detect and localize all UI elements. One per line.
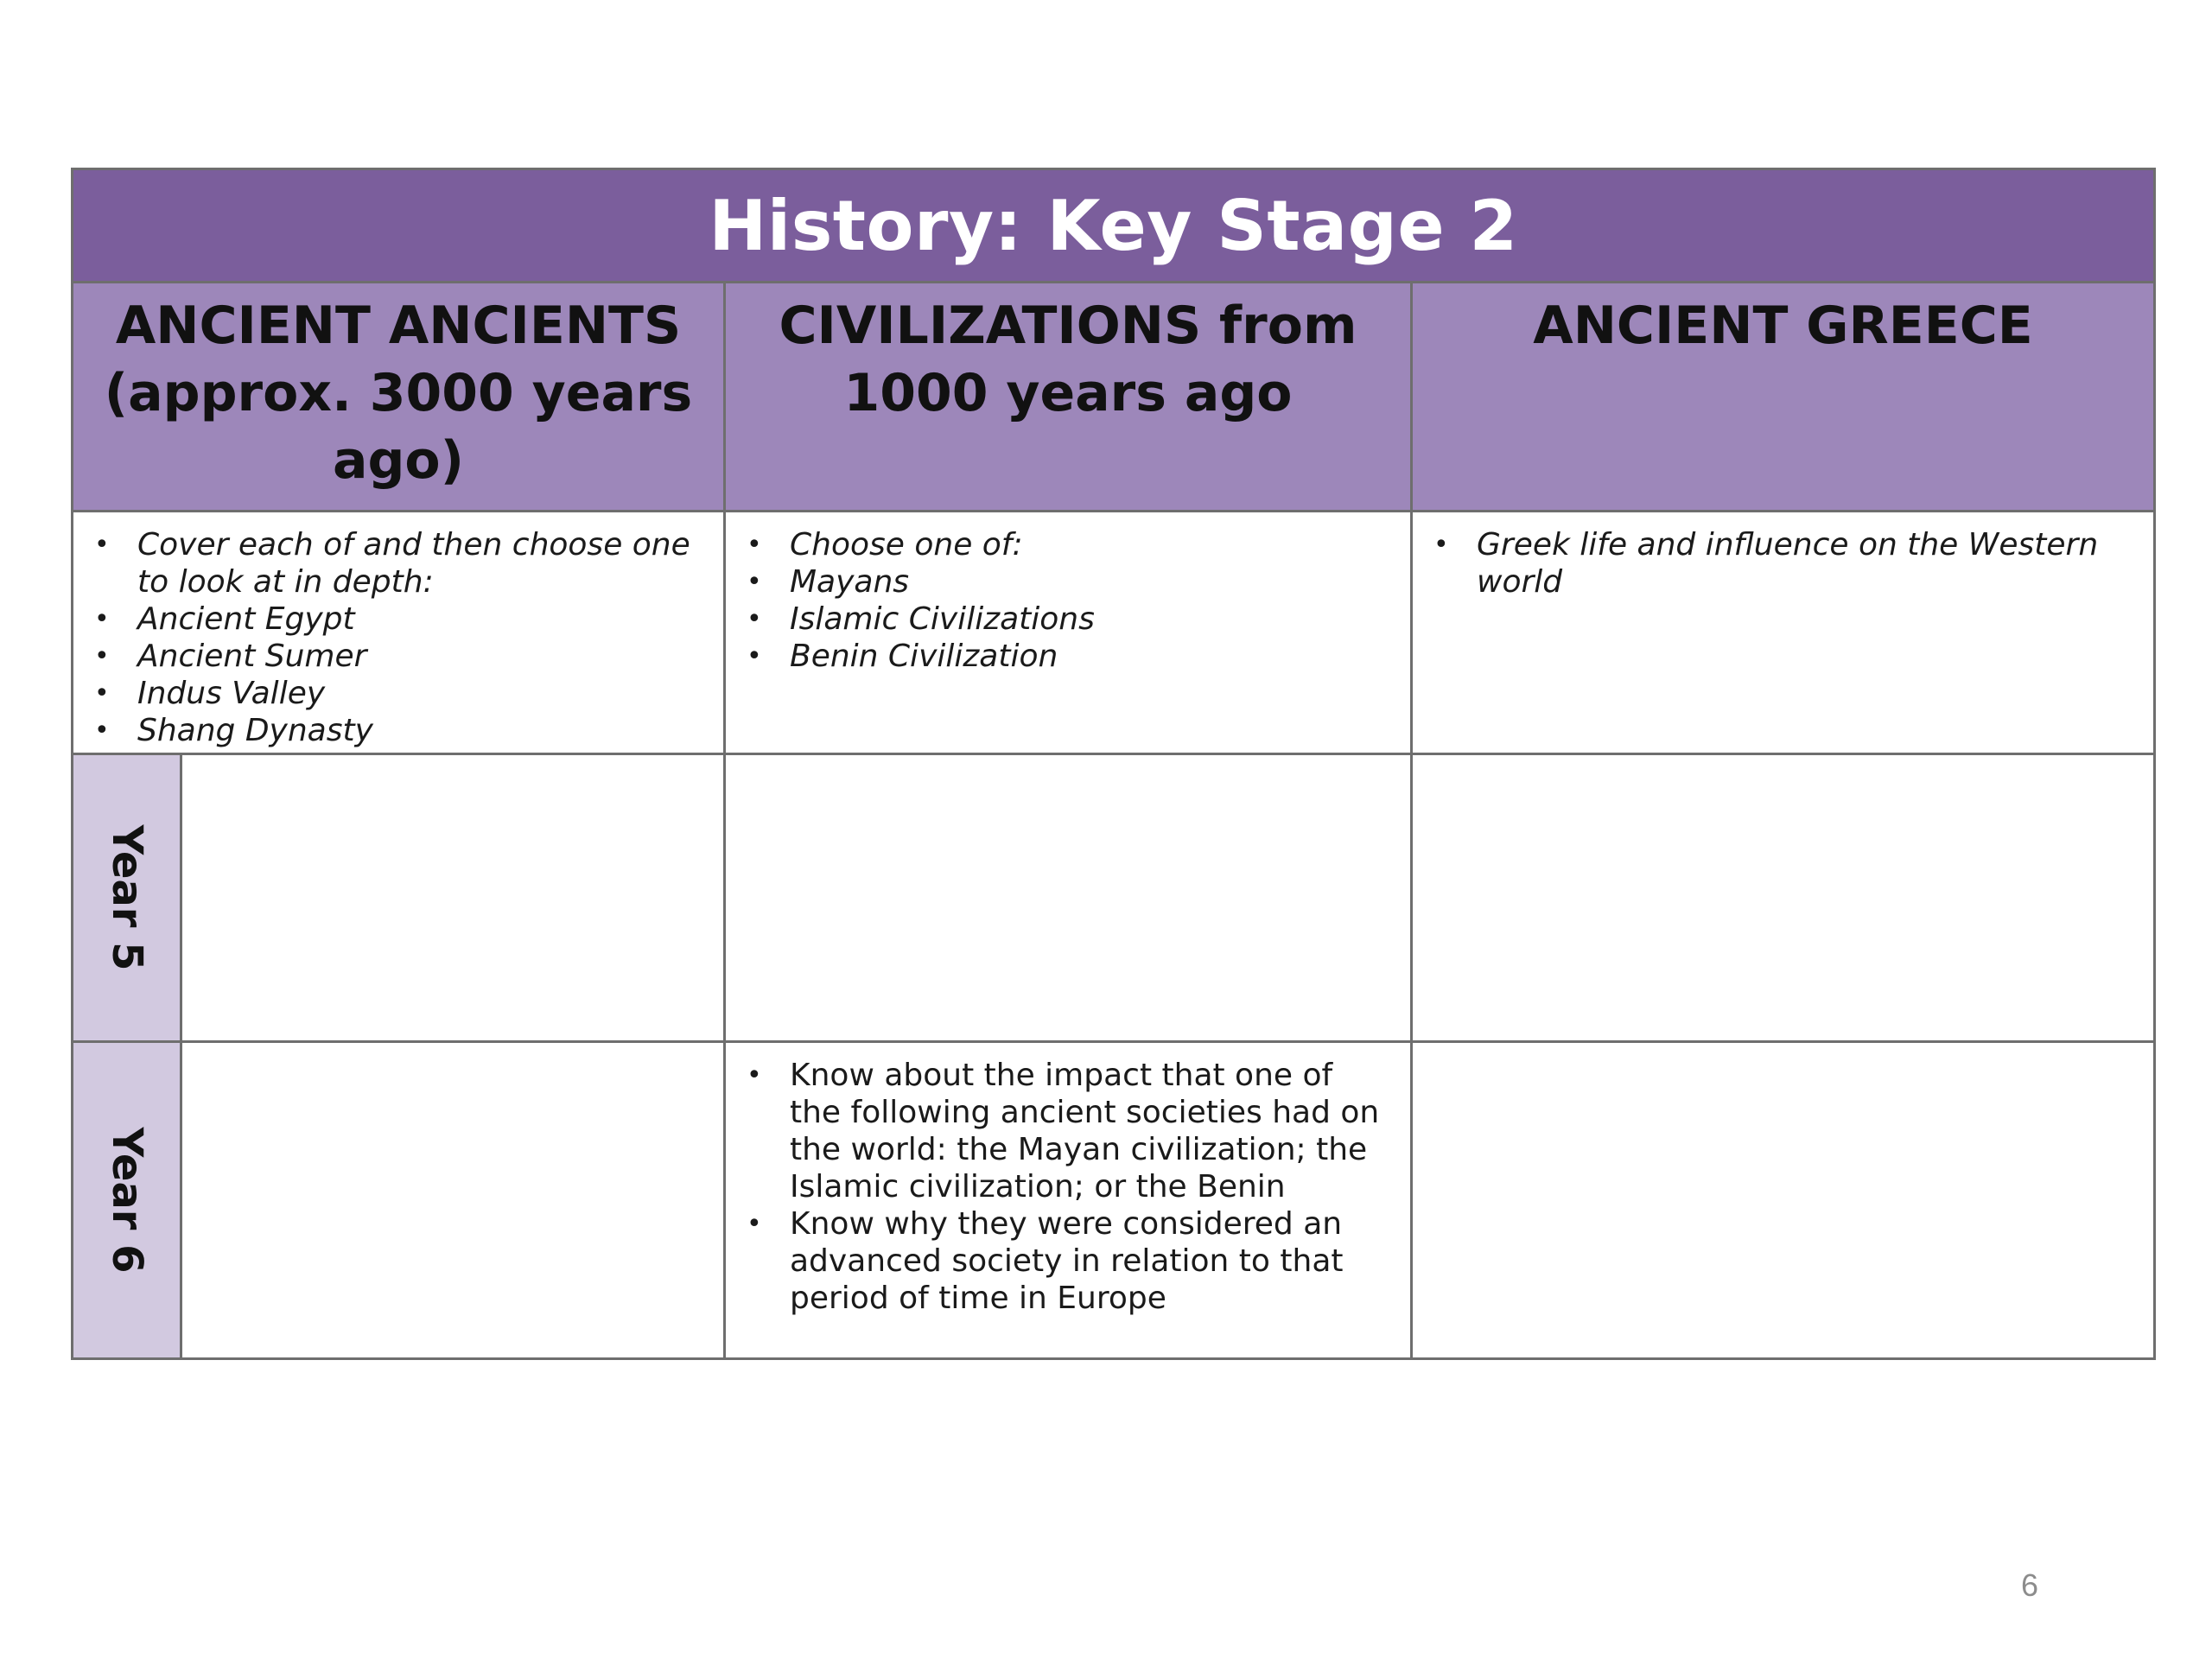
- column-header-ancient-ancients: ANCIENT ANCIENTS (approx. 3000 years ago): [73, 283, 725, 512]
- list-item: • Benin Civilization: [726, 638, 1393, 675]
- topic-cell-ancient-ancients: [73, 512, 725, 754]
- year-6-label: Year 6: [102, 1127, 151, 1274]
- list-item: • Shang Dynasty: [73, 712, 706, 749]
- year-6-civilizations-cell: [725, 1042, 1412, 1359]
- list-item: • Ancient Sumer: [73, 638, 706, 675]
- year-6-row: [73, 1042, 2155, 1359]
- list-item: • Indus Valley: [73, 675, 706, 712]
- list-item: • Know why they were considered an advanced society in relation to that period of time in Europe: [726, 1205, 1393, 1317]
- list-item: • Greek life and influence on the Western world: [1413, 526, 2136, 601]
- year-6-label-cell: [73, 1042, 181, 1359]
- year-6-civilizations-list: [726, 1043, 1410, 1317]
- column-header-civilizations: CIVILIZATIONS from 1000 years ago: [725, 283, 1412, 512]
- year-6-ancient-greece-cell: [1412, 1042, 2155, 1359]
- topic-row: [73, 512, 2155, 754]
- year-6-ancient-ancients-cell: [181, 1042, 725, 1359]
- topic-list-ancient-ancients: [73, 512, 723, 749]
- topic-list-ancient-greece: [1413, 512, 2153, 601]
- year-5-ancient-ancients-cell: [181, 754, 725, 1042]
- list-item: • Mayans: [726, 563, 1393, 601]
- year-5-row: [73, 754, 2155, 1042]
- list-item: • Cover each of and then choose one to look at in depth:: [73, 526, 706, 601]
- topic-cell-ancient-greece: [1412, 512, 2155, 754]
- table-title: History: Key Stage 2: [73, 169, 2155, 283]
- list-item: • Know about the impact that one of the following ancient societies had on the world: the Mayan civilization; the Islamic civilization; or the Benin: [726, 1057, 1393, 1205]
- title-row: [73, 169, 2155, 283]
- list-item: • Islamic Civilizations: [726, 601, 1393, 638]
- topic-list-civilizations: [726, 512, 1410, 675]
- key-stage-table: [71, 168, 2156, 1360]
- year-5-ancient-greece-cell: [1412, 754, 2155, 1042]
- page-number: 6: [2020, 1567, 2038, 1603]
- list-item: • Choose one of:: [726, 526, 1393, 563]
- year-5-civilizations-cell: [725, 754, 1412, 1042]
- topic-cell-civilizations: [725, 512, 1412, 754]
- year-5-label-cell: [73, 754, 181, 1042]
- list-item: • Ancient Egypt: [73, 601, 706, 638]
- column-header-row: [73, 283, 2155, 512]
- year-5-label: Year 5: [102, 824, 151, 971]
- column-header-ancient-greece: ANCIENT GREECE: [1412, 283, 2155, 512]
